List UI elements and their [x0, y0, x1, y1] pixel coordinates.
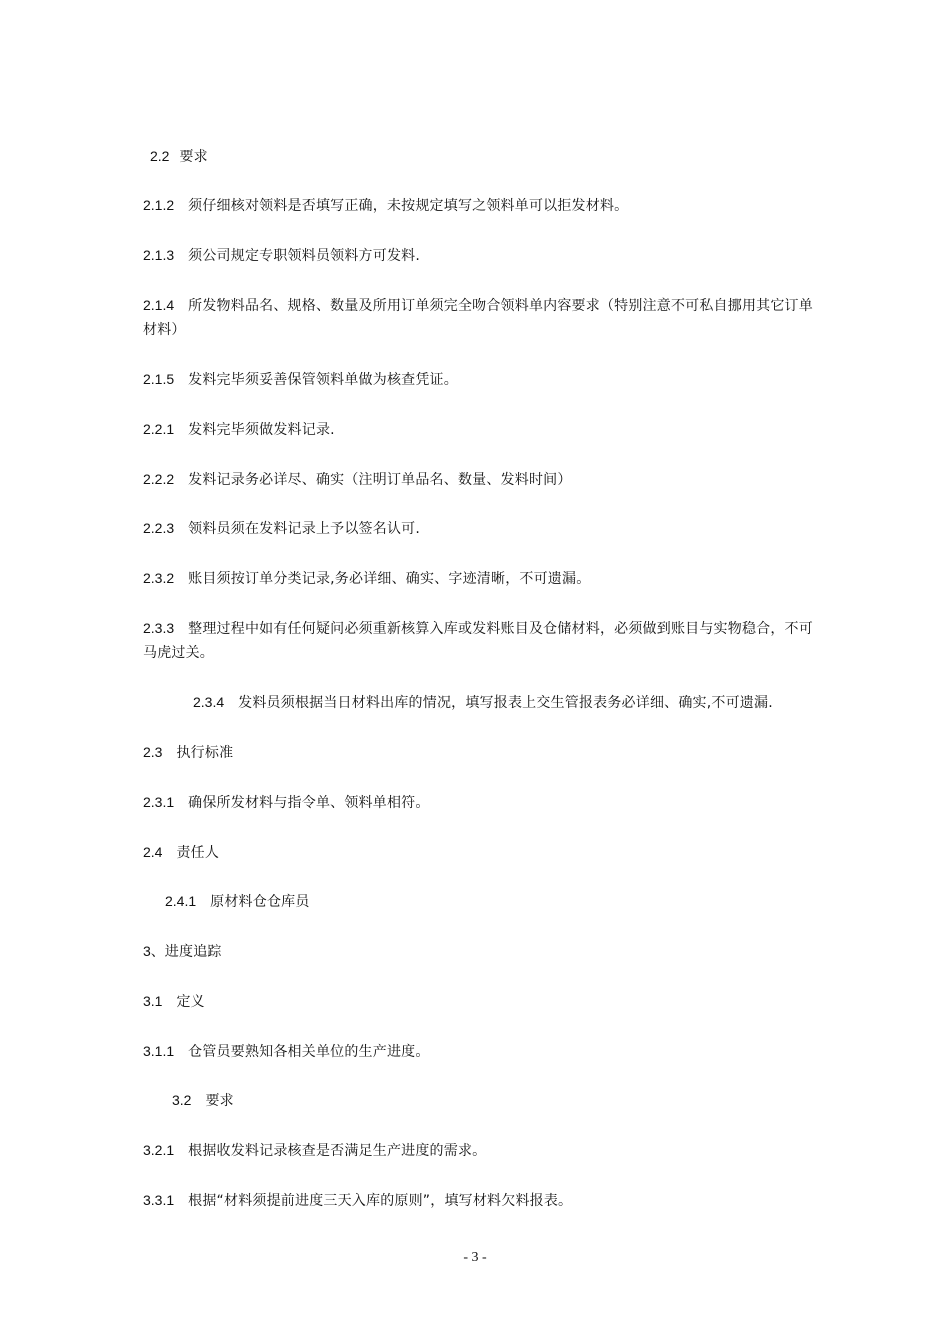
item-text: 发料员须根据当日材料出库的情况，填写报表上交生管报表务必详细、确实,不可遗漏. — [238, 695, 773, 711]
item-3-2-1 — [143, 1138, 813, 1163]
item-text: 领料员须在发料记录上予以签名认可. — [188, 521, 420, 537]
item-number: 2.3 — [143, 744, 163, 760]
item-2-1-4 — [143, 293, 813, 342]
item-2-4-1 — [165, 889, 835, 914]
item-2-3-1 — [143, 790, 813, 815]
item-2-3-2 — [143, 566, 813, 591]
item-text: 所发物料品名、规格、数量及所用订单须完全吻合领料单内容要求（特别注意不可私自挪用其它订单材料） — [143, 298, 813, 338]
item-text: 须仔细核对领料是否填写正确，未按规定填写之领料单可以拒发材料。 — [188, 198, 629, 214]
item-number: 2.3.4 — [193, 694, 225, 710]
item-text: 发料记录务必详尽、确实（注明订单品名、数量、发料时间） — [188, 472, 572, 488]
item-number: 3.3.1 — [143, 1192, 175, 1208]
item-text: 执行标准 — [176, 745, 234, 761]
item-text: 整理过程中如有任何疑问必须重新核算入库或发料账目及仓储材料，必须做到账目与实物稳合，不可马虎过关。 — [143, 621, 813, 661]
item-number: 2.2.1 — [143, 421, 175, 437]
item-2-1-3 — [143, 243, 813, 268]
item-number: 2.1.3 — [143, 247, 175, 263]
item-text: 原材料仓仓库员 — [210, 894, 310, 910]
item-text: 要求 — [179, 149, 208, 165]
item-2-2-3 — [143, 516, 813, 541]
item-text: 根据“材料须提前进度三天入库的原则”，填写材料欠料报表。 — [188, 1193, 573, 1209]
item-number: 3.2.1 — [143, 1142, 175, 1158]
item-2-3-3 — [143, 616, 813, 665]
item-text: 确保所发材料与指令单、领料单相符。 — [188, 795, 430, 811]
page-number: - 3 - — [463, 1250, 487, 1265]
item-number: 2.1.4 — [143, 297, 175, 313]
item-number: 2.2.3 — [143, 520, 175, 536]
item-2-2-1 — [143, 417, 813, 442]
item-number: 2.4 — [143, 844, 163, 860]
item-3-2 — [172, 1088, 842, 1113]
item-2-1-5 — [143, 367, 813, 392]
item-text: 账目须按订单分类记录,务必详细、确实、字迹清晰，不可遗漏。 — [188, 571, 591, 587]
item-number: 2.3.1 — [143, 794, 175, 810]
item-text: 要求 — [205, 1093, 234, 1109]
item-text: 发料完毕须妥善保管领料单做为核查凭证。 — [188, 372, 458, 388]
item-number: 2.1.2 — [143, 197, 175, 213]
item-text: 定义 — [176, 994, 205, 1010]
item-text: 责任人 — [176, 845, 220, 861]
item-2-2 — [150, 144, 820, 169]
item-text: 进度追踪 — [164, 944, 222, 960]
item-number: 2.2.2 — [143, 471, 175, 487]
item-number: 3.2 — [172, 1092, 192, 1108]
item-2-3 — [143, 740, 813, 765]
item-3-3-1 — [143, 1188, 813, 1213]
item-3-1-1 — [143, 1039, 813, 1064]
item-number: 3.1.1 — [143, 1043, 175, 1059]
item-text: 须公司规定专职领料员领料方可发料. — [188, 248, 420, 264]
item-text: 仓管员要熟知各相关单位的生产进度。 — [188, 1044, 430, 1060]
item-2-3-4 — [193, 690, 813, 715]
item-number: 2.2 — [150, 148, 170, 164]
item-2-1-2 — [143, 193, 813, 218]
item-number: 2.3.3 — [143, 620, 175, 636]
item-number: 2.3.2 — [143, 570, 175, 586]
item-number: 3.1 — [143, 993, 163, 1009]
item-text: 发料完毕须做发料记录. — [188, 422, 335, 438]
section-3 — [143, 939, 813, 964]
item-number: 2.4.1 — [165, 893, 197, 909]
item-2-4 — [143, 840, 813, 865]
item-text: 根据收发料记录核查是否满足生产进度的需求。 — [188, 1143, 487, 1159]
item-3-1 — [143, 989, 813, 1014]
item-number: 2.1.5 — [143, 371, 175, 387]
item-number: 3、 — [143, 943, 165, 959]
item-2-2-2 — [143, 467, 813, 492]
